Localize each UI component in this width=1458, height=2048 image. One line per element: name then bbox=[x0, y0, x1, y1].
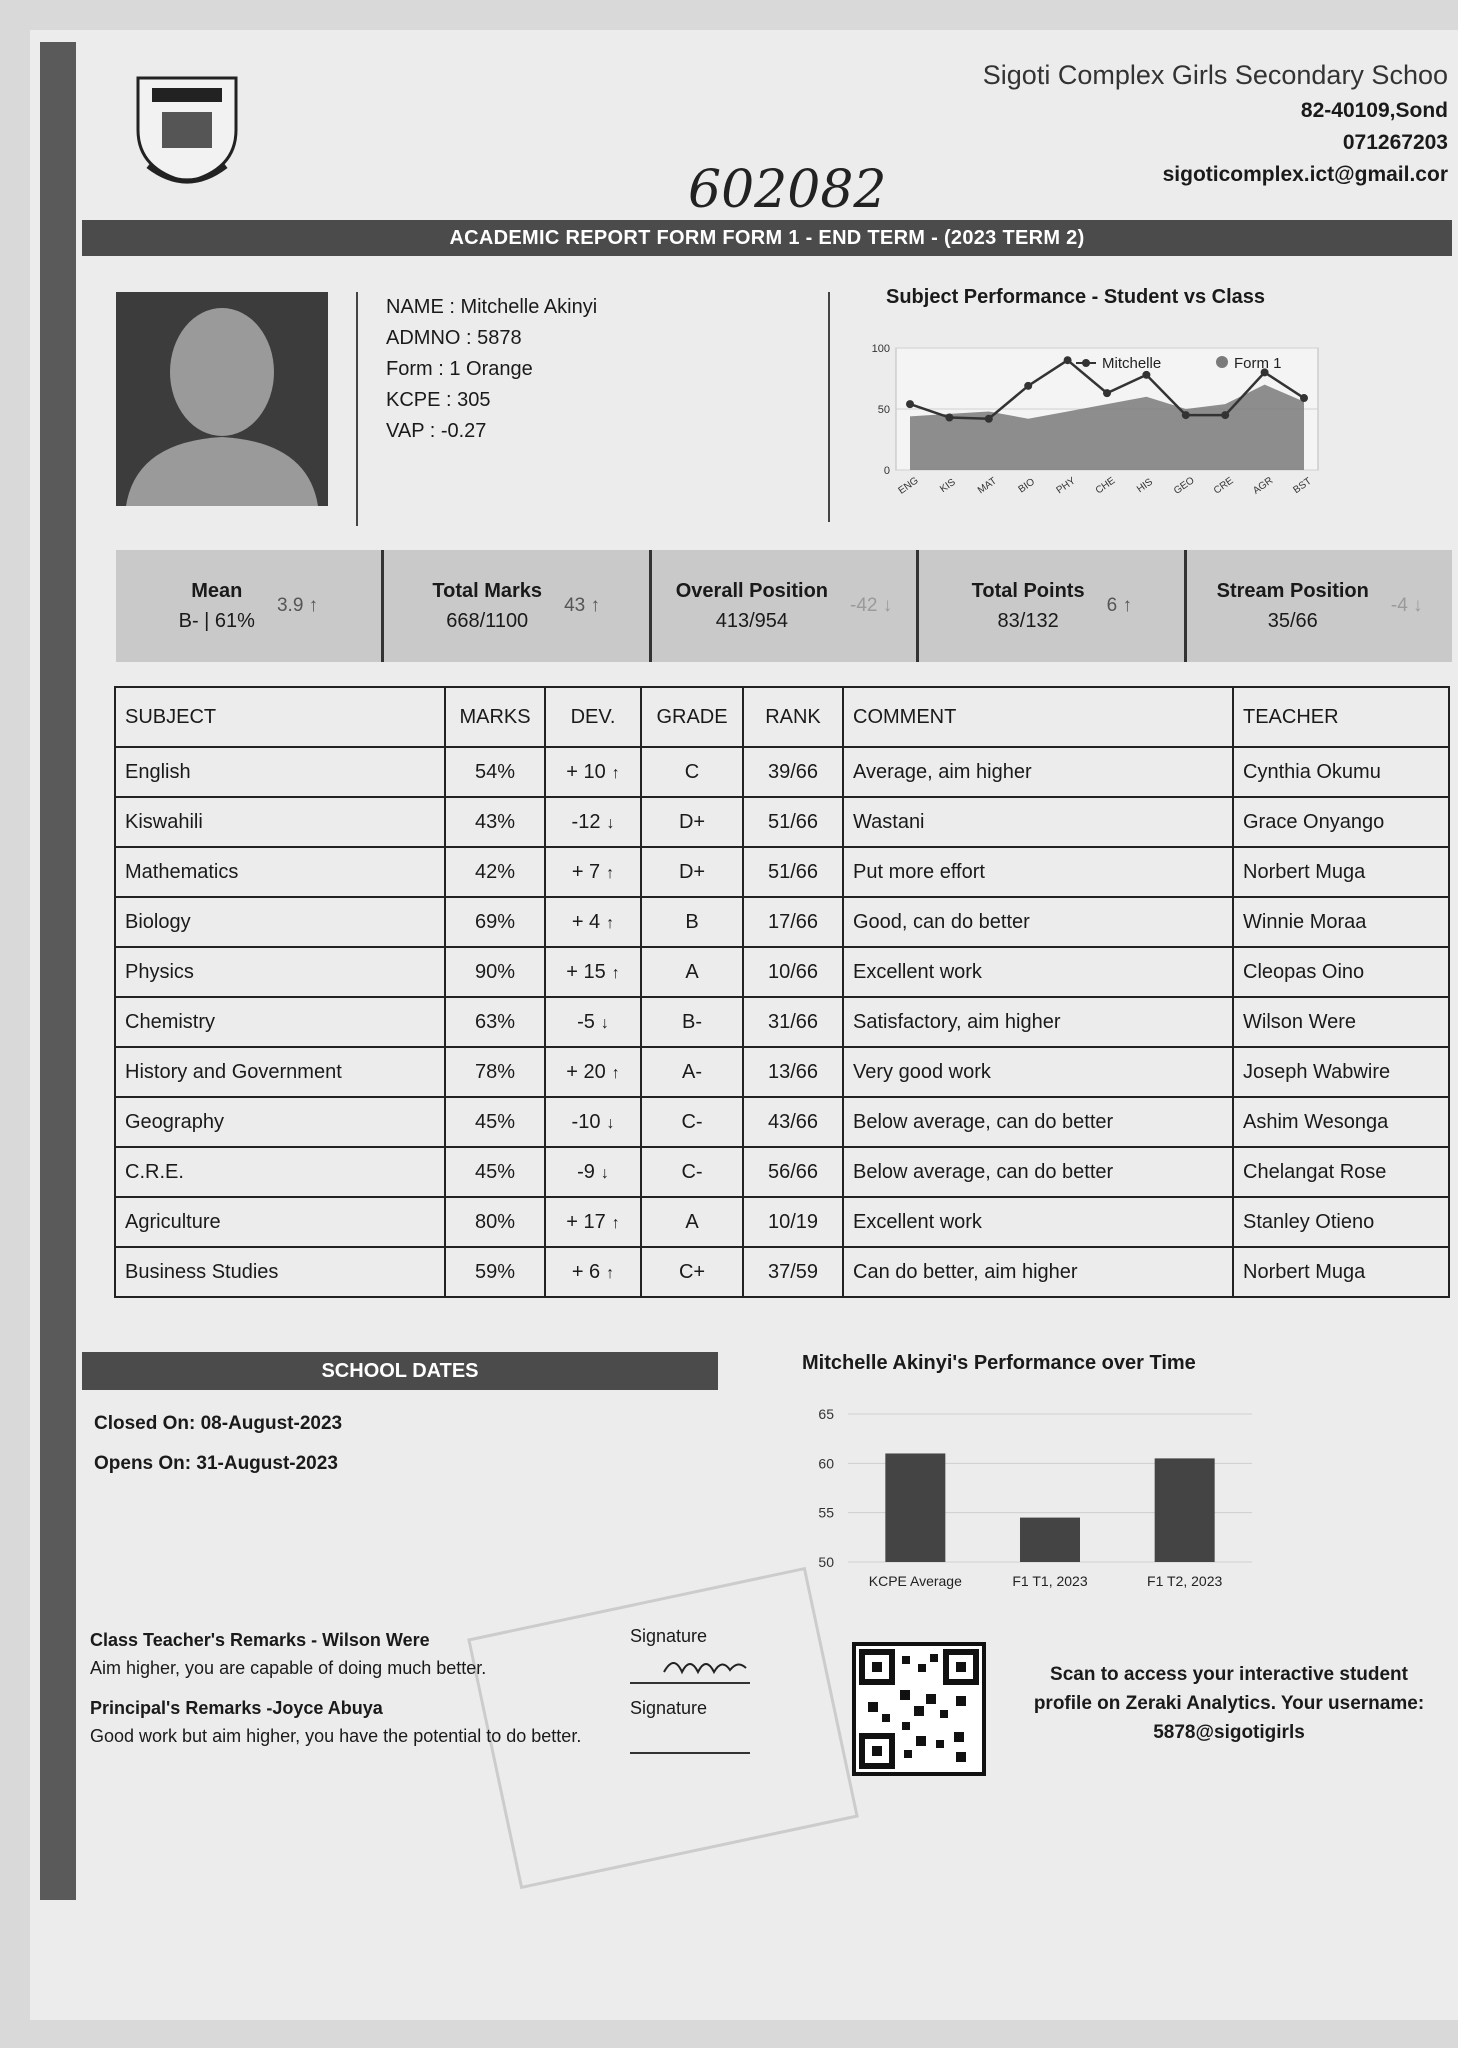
table-cell bbox=[115, 1147, 445, 1197]
x-tick-label: HIS bbox=[1134, 476, 1155, 496]
data-point bbox=[1142, 371, 1150, 379]
cell-text: B bbox=[685, 910, 699, 933]
stat-deviation: 3.9 ↑ bbox=[276, 595, 319, 616]
data-point bbox=[1221, 411, 1229, 419]
table-row bbox=[115, 1147, 1449, 1197]
cell-text: A- bbox=[682, 1060, 702, 1083]
table-cell bbox=[545, 897, 641, 947]
closed-date: Closed On: 08-August-2023 bbox=[94, 1413, 343, 1434]
y-tick-label: 65 bbox=[818, 1406, 834, 1422]
y-tick-label: 60 bbox=[818, 1455, 834, 1472]
table-cell bbox=[843, 1047, 1233, 1097]
table-cell bbox=[1233, 747, 1449, 797]
table-cell bbox=[1233, 1047, 1449, 1097]
table-cell bbox=[115, 847, 445, 897]
opens-date: Opens On: 31-August-2023 bbox=[94, 1453, 338, 1474]
stat-label: Stream Position bbox=[1216, 580, 1369, 602]
stat-value: 83/132 bbox=[997, 610, 1059, 632]
cell-text: 10/19 bbox=[767, 1210, 819, 1233]
table-cell bbox=[743, 1047, 843, 1097]
marks-table bbox=[114, 686, 1450, 1298]
table-row bbox=[115, 797, 1449, 847]
cell-text: Ashim Wesonga bbox=[1243, 1110, 1389, 1133]
cell-text: Can do better, aim higher bbox=[853, 1260, 1078, 1283]
table-cell bbox=[843, 1147, 1233, 1197]
x-tick-label: MAT bbox=[975, 475, 999, 497]
cell-text: -5 bbox=[577, 1010, 595, 1033]
remarks-section bbox=[90, 1626, 650, 1762]
chart-title: Mitchelle Akinyi's Performance over Time bbox=[802, 1352, 1196, 1374]
cell-text: Stanley Otieno bbox=[1243, 1210, 1375, 1233]
trend-arrow-icon: ↑ bbox=[611, 1064, 620, 1082]
principal-remarks-title: Principal's Remarks -Joyce Abuya bbox=[90, 1698, 383, 1718]
table-row bbox=[115, 997, 1449, 1047]
bar bbox=[1155, 1458, 1215, 1562]
table-header-row bbox=[115, 687, 1449, 747]
school-email: sigoticomplex.ict@gmail.cor bbox=[1162, 163, 1448, 186]
cell-text: Cynthia Okumu bbox=[1243, 760, 1381, 783]
signature-line bbox=[630, 1752, 750, 1754]
data-point bbox=[1064, 356, 1072, 364]
stat-deviation: 6 ↑ bbox=[1106, 595, 1132, 616]
table-cell bbox=[1233, 1247, 1449, 1297]
cell-text: 63% bbox=[474, 1010, 516, 1033]
table-cell bbox=[843, 1247, 1233, 1297]
trend-arrow-icon: ↑ bbox=[606, 864, 615, 882]
student-admno: ADMNO : 5878 bbox=[386, 327, 522, 349]
student-name: NAME : Mitchelle Akinyi bbox=[386, 296, 598, 318]
cell-text: Chelangat Rose bbox=[1243, 1160, 1387, 1183]
class-teacher-remarks-text: Aim higher, you are capable of doing much better. bbox=[90, 1658, 487, 1678]
y-tick-label: 55 bbox=[818, 1504, 834, 1521]
stat-label: Overall Position bbox=[675, 580, 828, 602]
stat-label: Total Points bbox=[971, 580, 1085, 602]
cell-text: Geography bbox=[125, 1110, 224, 1133]
stat-deviation: -4 ↓ bbox=[1390, 595, 1423, 616]
cell-text: 10/66 bbox=[767, 960, 819, 983]
performance-over-time-chart bbox=[796, 1396, 1256, 1606]
school-phone: 071267203 bbox=[1342, 131, 1448, 154]
cell-text: + 15 bbox=[566, 960, 606, 983]
table-cell bbox=[445, 897, 545, 947]
school-info bbox=[748, 60, 1448, 187]
cell-text: 31/66 bbox=[767, 1010, 819, 1033]
school-dates-title: SCHOOL DATES bbox=[82, 1352, 718, 1390]
table-cell bbox=[641, 1097, 743, 1147]
table-cell bbox=[445, 1197, 545, 1247]
report-title: ACADEMIC REPORT FORM FORM 1 - END TERM - (2023 TERM 2) bbox=[82, 220, 1452, 256]
student-details bbox=[386, 292, 597, 447]
table-cell bbox=[641, 1147, 743, 1197]
trend-arrow-icon: ↓ bbox=[600, 1014, 609, 1032]
table-cell bbox=[445, 1097, 545, 1147]
cell-text: Below average, can do better bbox=[853, 1160, 1114, 1183]
trend-arrow-icon: ↑ bbox=[606, 914, 615, 932]
table-cell bbox=[743, 997, 843, 1047]
table-cell bbox=[641, 847, 743, 897]
table-cell bbox=[743, 747, 843, 797]
x-tick-label: BST bbox=[1291, 475, 1314, 497]
cell-text: Business Studies bbox=[125, 1260, 279, 1283]
stat-total-marks bbox=[384, 550, 652, 662]
table-cell bbox=[743, 1147, 843, 1197]
legend-label: Form 1 bbox=[1234, 355, 1282, 372]
bar bbox=[1020, 1518, 1080, 1562]
cell-text: Biology bbox=[125, 910, 191, 933]
school-logo bbox=[128, 70, 246, 190]
table-cell bbox=[843, 1197, 1233, 1247]
column-header: TEACHER bbox=[1233, 687, 1449, 747]
data-point bbox=[1300, 394, 1308, 402]
table-cell bbox=[545, 797, 641, 847]
y-tick-label: 0 bbox=[883, 465, 890, 477]
trend-arrow-icon: ↑ bbox=[611, 1214, 620, 1232]
cell-text: Average, aim higher bbox=[853, 760, 1032, 783]
cell-text: C bbox=[684, 760, 700, 783]
table-row bbox=[115, 847, 1449, 897]
table-cell bbox=[843, 747, 1233, 797]
cell-text: Winnie Moraa bbox=[1243, 910, 1367, 933]
table-cell bbox=[743, 1197, 843, 1247]
x-tick-label: GEO bbox=[1172, 475, 1197, 497]
stat-deviation: 43 ↑ bbox=[564, 595, 600, 616]
stat-deviation: -42 ↓ bbox=[850, 595, 893, 616]
x-tick-label: CHE bbox=[1093, 475, 1118, 497]
cell-text: 13/66 bbox=[767, 1060, 819, 1083]
cell-text: 17/66 bbox=[767, 910, 819, 933]
table-cell bbox=[445, 797, 545, 847]
table-cell bbox=[445, 1147, 545, 1197]
cell-text: 42% bbox=[474, 860, 516, 883]
cell-text: + 10 bbox=[566, 760, 606, 783]
column-header: DEV. bbox=[545, 687, 641, 747]
table-cell bbox=[1233, 997, 1449, 1047]
cell-text: A bbox=[685, 960, 699, 983]
cell-text: Excellent work bbox=[853, 960, 982, 983]
table-cell bbox=[843, 997, 1233, 1047]
data-point bbox=[1182, 411, 1190, 419]
cell-text: Satisfactory, aim higher bbox=[853, 1010, 1061, 1033]
signature-label: Signature bbox=[630, 1698, 708, 1718]
cell-text: C+ bbox=[678, 1260, 706, 1283]
table-cell bbox=[641, 897, 743, 947]
table-cell bbox=[545, 847, 641, 897]
student-vap: VAP : -0.27 bbox=[386, 420, 487, 442]
table-row bbox=[115, 897, 1449, 947]
cell-text: Joseph Wabwire bbox=[1243, 1060, 1391, 1083]
cell-text: 51/66 bbox=[767, 860, 819, 883]
student-form: Form : 1 Orange bbox=[386, 358, 533, 380]
table-cell bbox=[115, 897, 445, 947]
data-point bbox=[1103, 389, 1111, 397]
cell-text: 78% bbox=[474, 1060, 516, 1083]
class-teacher-remarks-title: Class Teacher's Remarks - Wilson Were bbox=[90, 1630, 430, 1650]
table-cell bbox=[545, 747, 641, 797]
table-cell bbox=[115, 1047, 445, 1097]
table-cell bbox=[641, 747, 743, 797]
table-cell bbox=[843, 1097, 1233, 1147]
qr-code[interactable] bbox=[852, 1642, 986, 1776]
cell-text: Wilson Were bbox=[1243, 1010, 1356, 1033]
cell-text: 45% bbox=[474, 1160, 516, 1183]
cell-text: -9 bbox=[577, 1160, 595, 1183]
table-cell bbox=[641, 1247, 743, 1297]
trend-arrow-icon: ↑ bbox=[611, 764, 620, 782]
trend-arrow-icon: ↓ bbox=[606, 814, 615, 832]
table-cell bbox=[743, 847, 843, 897]
stat-value: 413/954 bbox=[715, 610, 789, 632]
signature-line bbox=[630, 1682, 750, 1684]
y-tick-label: 100 bbox=[871, 343, 890, 355]
x-tick-label: KCPE Average bbox=[868, 1573, 962, 1589]
column-header: RANK bbox=[743, 687, 843, 747]
table-cell bbox=[641, 997, 743, 1047]
cell-text: + 7 bbox=[571, 860, 601, 883]
table-cell bbox=[743, 947, 843, 997]
cell-text: 59% bbox=[474, 1260, 516, 1283]
legend-label: Mitchelle bbox=[1102, 355, 1162, 372]
stat-stream-position bbox=[1187, 550, 1452, 662]
school-name: Sigoti Complex Girls Secondary Schoo bbox=[982, 60, 1448, 90]
table-cell bbox=[1233, 797, 1449, 847]
stat-mean bbox=[116, 550, 384, 662]
cell-text: + 6 bbox=[571, 1260, 601, 1283]
cell-text: Put more effort bbox=[853, 860, 985, 883]
x-tick-label: AGR bbox=[1251, 475, 1276, 497]
cell-text: English bbox=[125, 760, 191, 783]
cell-text: Very good work bbox=[853, 1060, 991, 1083]
table-cell bbox=[115, 1097, 445, 1147]
x-tick-label: F1 T1, 2023 bbox=[1012, 1573, 1088, 1589]
subject-performance-chart bbox=[866, 336, 1326, 526]
cell-text: Cleopas Oino bbox=[1243, 960, 1365, 983]
table-cell bbox=[545, 1047, 641, 1097]
signature-mark bbox=[660, 1650, 750, 1682]
table-row bbox=[115, 1247, 1449, 1297]
table-cell bbox=[445, 847, 545, 897]
summary-stats bbox=[116, 550, 1452, 662]
table-row bbox=[115, 947, 1449, 997]
stat-label: Total Marks bbox=[432, 580, 543, 602]
data-point bbox=[985, 415, 993, 423]
qr-instructions: Scan to access your interactive student profile on Zeraki Analytics. Your username: 5878@sigotigirls bbox=[1033, 1664, 1425, 1743]
table-cell bbox=[445, 997, 545, 1047]
table-cell bbox=[545, 1147, 641, 1197]
table-cell bbox=[1233, 947, 1449, 997]
cell-text: 80% bbox=[474, 1210, 516, 1233]
cell-text: Chemistry bbox=[125, 1010, 216, 1033]
cell-text: Mathematics bbox=[125, 860, 239, 883]
cell-text: B- bbox=[682, 1010, 702, 1033]
chart-title: Subject Performance - Student vs Class bbox=[886, 286, 1266, 308]
cell-text: 43/66 bbox=[767, 1110, 819, 1133]
legend-marker-icon bbox=[1082, 359, 1090, 367]
stat-value: 35/66 bbox=[1267, 610, 1318, 632]
data-point bbox=[1024, 382, 1032, 390]
table-cell bbox=[545, 1097, 641, 1147]
data-point bbox=[906, 400, 914, 408]
table-row bbox=[115, 747, 1449, 797]
cell-text: A bbox=[685, 1210, 699, 1233]
cell-text: D+ bbox=[678, 810, 706, 833]
table-cell bbox=[843, 797, 1233, 847]
cell-text: C- bbox=[681, 1110, 703, 1133]
table-cell bbox=[445, 747, 545, 797]
table-cell bbox=[843, 897, 1233, 947]
legend-marker-icon bbox=[1216, 356, 1228, 368]
x-tick-label: KIS bbox=[938, 476, 958, 496]
table-row bbox=[115, 1197, 1449, 1247]
column-header: MARKS bbox=[445, 687, 545, 747]
y-tick-label: 50 bbox=[877, 404, 890, 416]
table-cell bbox=[445, 1047, 545, 1097]
cell-text: C.R.E. bbox=[125, 1160, 184, 1183]
column-header: SUBJECT bbox=[115, 687, 445, 747]
stat-value: B- | 61% bbox=[178, 610, 255, 632]
cell-text: -12 bbox=[571, 810, 601, 833]
table-cell bbox=[641, 797, 743, 847]
bar bbox=[885, 1453, 945, 1562]
table-cell bbox=[1233, 1097, 1449, 1147]
trend-arrow-icon: ↑ bbox=[611, 964, 620, 982]
stat-overall-position bbox=[652, 550, 920, 662]
cell-text: D+ bbox=[678, 860, 706, 883]
cell-text: Below average, can do better bbox=[853, 1110, 1114, 1133]
table-cell bbox=[641, 1197, 743, 1247]
table-cell bbox=[743, 897, 843, 947]
x-tick-label: BIO bbox=[1016, 476, 1037, 496]
cell-text: 43% bbox=[474, 810, 516, 833]
y-tick-label: 50 bbox=[818, 1554, 834, 1570]
divider bbox=[356, 292, 358, 526]
x-tick-label: PHY bbox=[1054, 475, 1078, 497]
table-cell bbox=[115, 947, 445, 997]
stat-total-points bbox=[919, 550, 1187, 662]
student-photo bbox=[116, 292, 328, 506]
school-address: 82-40109,Sond bbox=[1300, 99, 1448, 122]
table-cell bbox=[1233, 847, 1449, 897]
column-header: GRADE bbox=[641, 687, 743, 747]
table-cell bbox=[1233, 1197, 1449, 1247]
table-cell bbox=[445, 947, 545, 997]
cell-text: + 20 bbox=[566, 1060, 606, 1083]
table-cell bbox=[115, 797, 445, 847]
table-cell bbox=[545, 997, 641, 1047]
cell-text: Kiswahili bbox=[125, 810, 203, 833]
x-tick-label: CRE bbox=[1211, 475, 1236, 497]
table-cell bbox=[641, 1047, 743, 1097]
table-row bbox=[115, 1097, 1449, 1147]
table-cell bbox=[1233, 897, 1449, 947]
student-kcpe: KCPE : 305 bbox=[386, 389, 491, 411]
cell-text: 69% bbox=[474, 910, 516, 933]
cell-text: Norbert Muga bbox=[1243, 860, 1366, 883]
cell-text: 54% bbox=[474, 760, 516, 783]
table-cell bbox=[743, 1247, 843, 1297]
x-tick-label: ENG bbox=[896, 475, 921, 497]
cell-text: + 4 bbox=[571, 910, 601, 933]
table-cell bbox=[545, 1247, 641, 1297]
table-cell bbox=[115, 1247, 445, 1297]
table-cell bbox=[545, 1197, 641, 1247]
column-header: COMMENT bbox=[843, 687, 1233, 747]
handwritten-note: 602082 bbox=[688, 160, 887, 220]
cell-text: Wastani bbox=[853, 810, 925, 833]
school-dates bbox=[94, 1404, 342, 1484]
x-tick-label: F1 T2, 2023 bbox=[1147, 1573, 1223, 1589]
cell-text: 90% bbox=[474, 960, 516, 983]
cell-text: Good, can do better bbox=[853, 910, 1030, 933]
table-cell bbox=[743, 1097, 843, 1147]
table-cell bbox=[1233, 1147, 1449, 1197]
cell-text: History and Government bbox=[125, 1060, 342, 1083]
divider bbox=[828, 292, 830, 522]
table-cell bbox=[445, 1247, 545, 1297]
table-cell bbox=[743, 797, 843, 847]
cell-text: Physics bbox=[125, 960, 194, 983]
cell-text: 39/66 bbox=[767, 760, 819, 783]
signature-label: Signature bbox=[630, 1626, 708, 1646]
cell-text: -10 bbox=[571, 1110, 601, 1133]
table-cell bbox=[545, 947, 641, 997]
table-cell bbox=[115, 1197, 445, 1247]
table-row bbox=[115, 1047, 1449, 1097]
cell-text: + 17 bbox=[566, 1210, 606, 1233]
table-cell bbox=[115, 747, 445, 797]
cell-text: Excellent work bbox=[853, 1210, 982, 1233]
table-cell bbox=[641, 947, 743, 997]
principal-remarks-text: Good work but aim higher, you have the potential to do better. bbox=[90, 1726, 582, 1746]
stat-label: Mean bbox=[191, 580, 243, 602]
cell-text: 37/59 bbox=[767, 1260, 819, 1283]
table-cell bbox=[843, 847, 1233, 897]
cell-text: C- bbox=[681, 1160, 703, 1183]
cell-text: 45% bbox=[474, 1110, 516, 1133]
stat-value: 668/1100 bbox=[446, 610, 529, 632]
trend-arrow-icon: ↓ bbox=[600, 1164, 609, 1182]
cell-text: 56/66 bbox=[767, 1160, 819, 1183]
cell-text: Norbert Muga bbox=[1243, 1260, 1366, 1283]
cell-text: Agriculture bbox=[125, 1210, 221, 1233]
data-point bbox=[945, 414, 953, 422]
cell-text: 51/66 bbox=[767, 810, 819, 833]
sidebar-bar bbox=[40, 42, 76, 1900]
table-cell bbox=[115, 997, 445, 1047]
trend-arrow-icon: ↓ bbox=[606, 1114, 615, 1132]
trend-arrow-icon: ↑ bbox=[606, 1264, 615, 1282]
cell-text: Grace Onyango bbox=[1243, 810, 1385, 833]
table-cell bbox=[843, 947, 1233, 997]
